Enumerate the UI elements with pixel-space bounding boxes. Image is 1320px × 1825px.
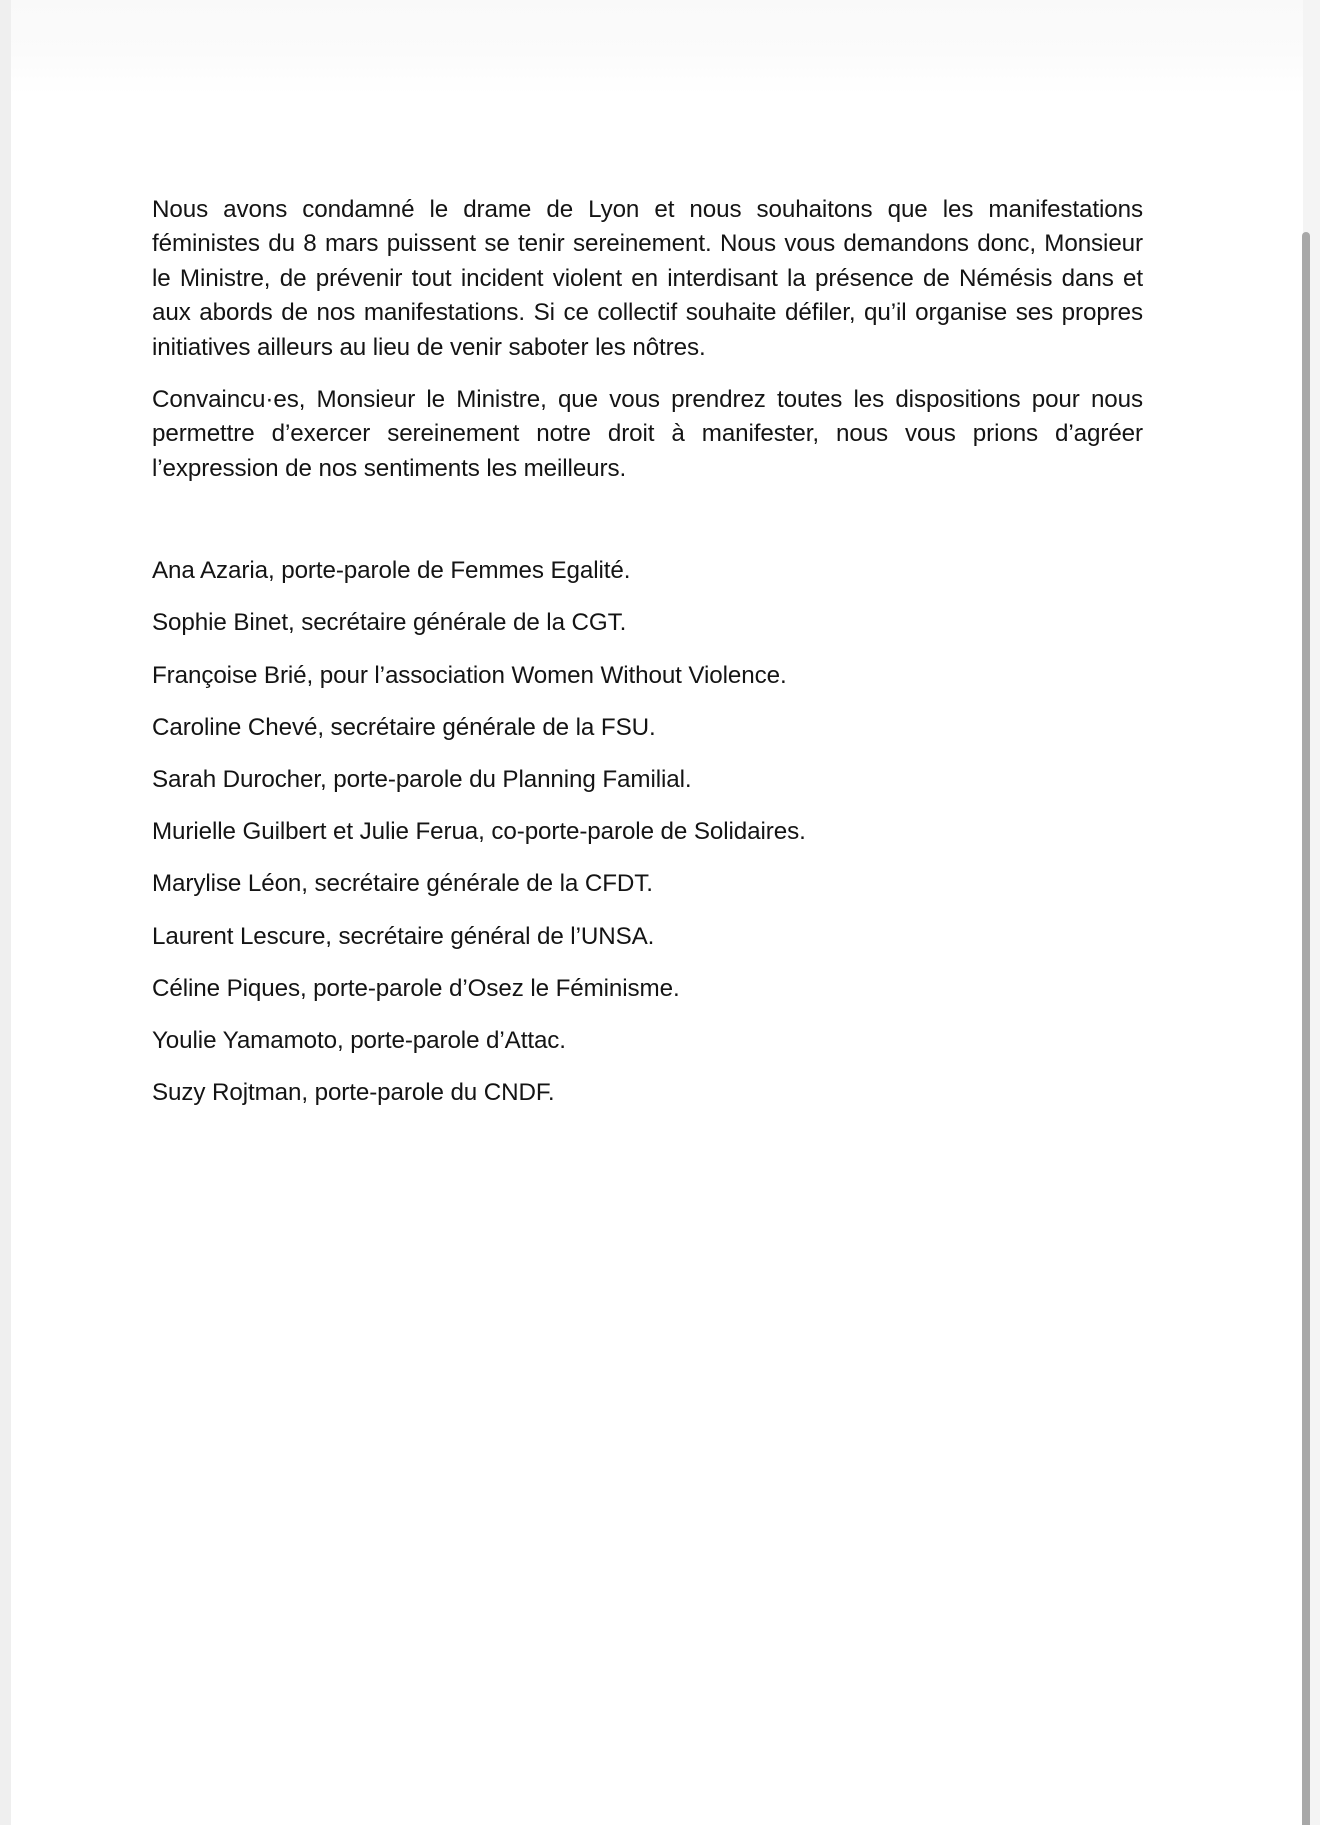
signatories-list bbox=[152, 554, 1143, 1110]
signatory-item: Youlie Yamamoto, porte-parole d’Attac. bbox=[152, 1026, 566, 1054]
signatory-item: Céline Piques, porte-parole d’Osez le Féminisme. bbox=[152, 974, 680, 1002]
signatory-item: Sophie Binet, secrétaire générale de la CGT. bbox=[152, 609, 627, 637]
signatory-item: Murielle Guilbert et Julie Ferua, co-porte-parole de Solidaires. bbox=[152, 818, 806, 846]
left-gutter bbox=[0, 0, 11, 1825]
scrollbar-thumb[interactable] bbox=[1302, 232, 1310, 1825]
signatory-item: Caroline Chevé, secrétaire générale de la FSU. bbox=[152, 713, 656, 741]
signatory-item: Sarah Durocher, porte-parole du Planning Familial. bbox=[152, 766, 692, 793]
letter-body bbox=[152, 193, 1143, 1134]
signatory-item: Ana Azaria, porte-parole de Femmes Egalité. bbox=[152, 557, 631, 585]
signatory-item: Suzy Rojtman, porte-parole du CNDF. bbox=[152, 1079, 555, 1107]
paragraph-closing: Convaincu·es, Monsieur le Ministre, que vous prendrez toutes les dispositions pour nous permettre d’exercer sereinement notre droit à manifester, nous vous prions d’agréer l’expression de nos sentiments les meilleurs. bbox=[152, 386, 1143, 482]
signatory-item: Françoise Brié, pour l’association Women Without Violence. bbox=[152, 661, 787, 689]
signatory-item: Marylise Léon, secrétaire générale de la CFDT. bbox=[152, 870, 653, 898]
signatory-item: Laurent Lescure, secrétaire général de l’UNSA. bbox=[152, 922, 655, 950]
paragraph-request: Nous avons condamné le drame de Lyon et nous souhaitons que les manifestations féministes du 8 mars puissent se tenir sereinement. Nous vous demandons donc, Monsieur le Ministre, de prévenir tout incident violent en interdisant la présence de Némésis dans et aux abords de nos manifestations. Si ce collectif souhaite défiler, qu’il organise ses propres initiatives ailleurs au lieu de venir saboter les nôtres. bbox=[152, 196, 1143, 361]
top-header-fade bbox=[11, 0, 1303, 95]
